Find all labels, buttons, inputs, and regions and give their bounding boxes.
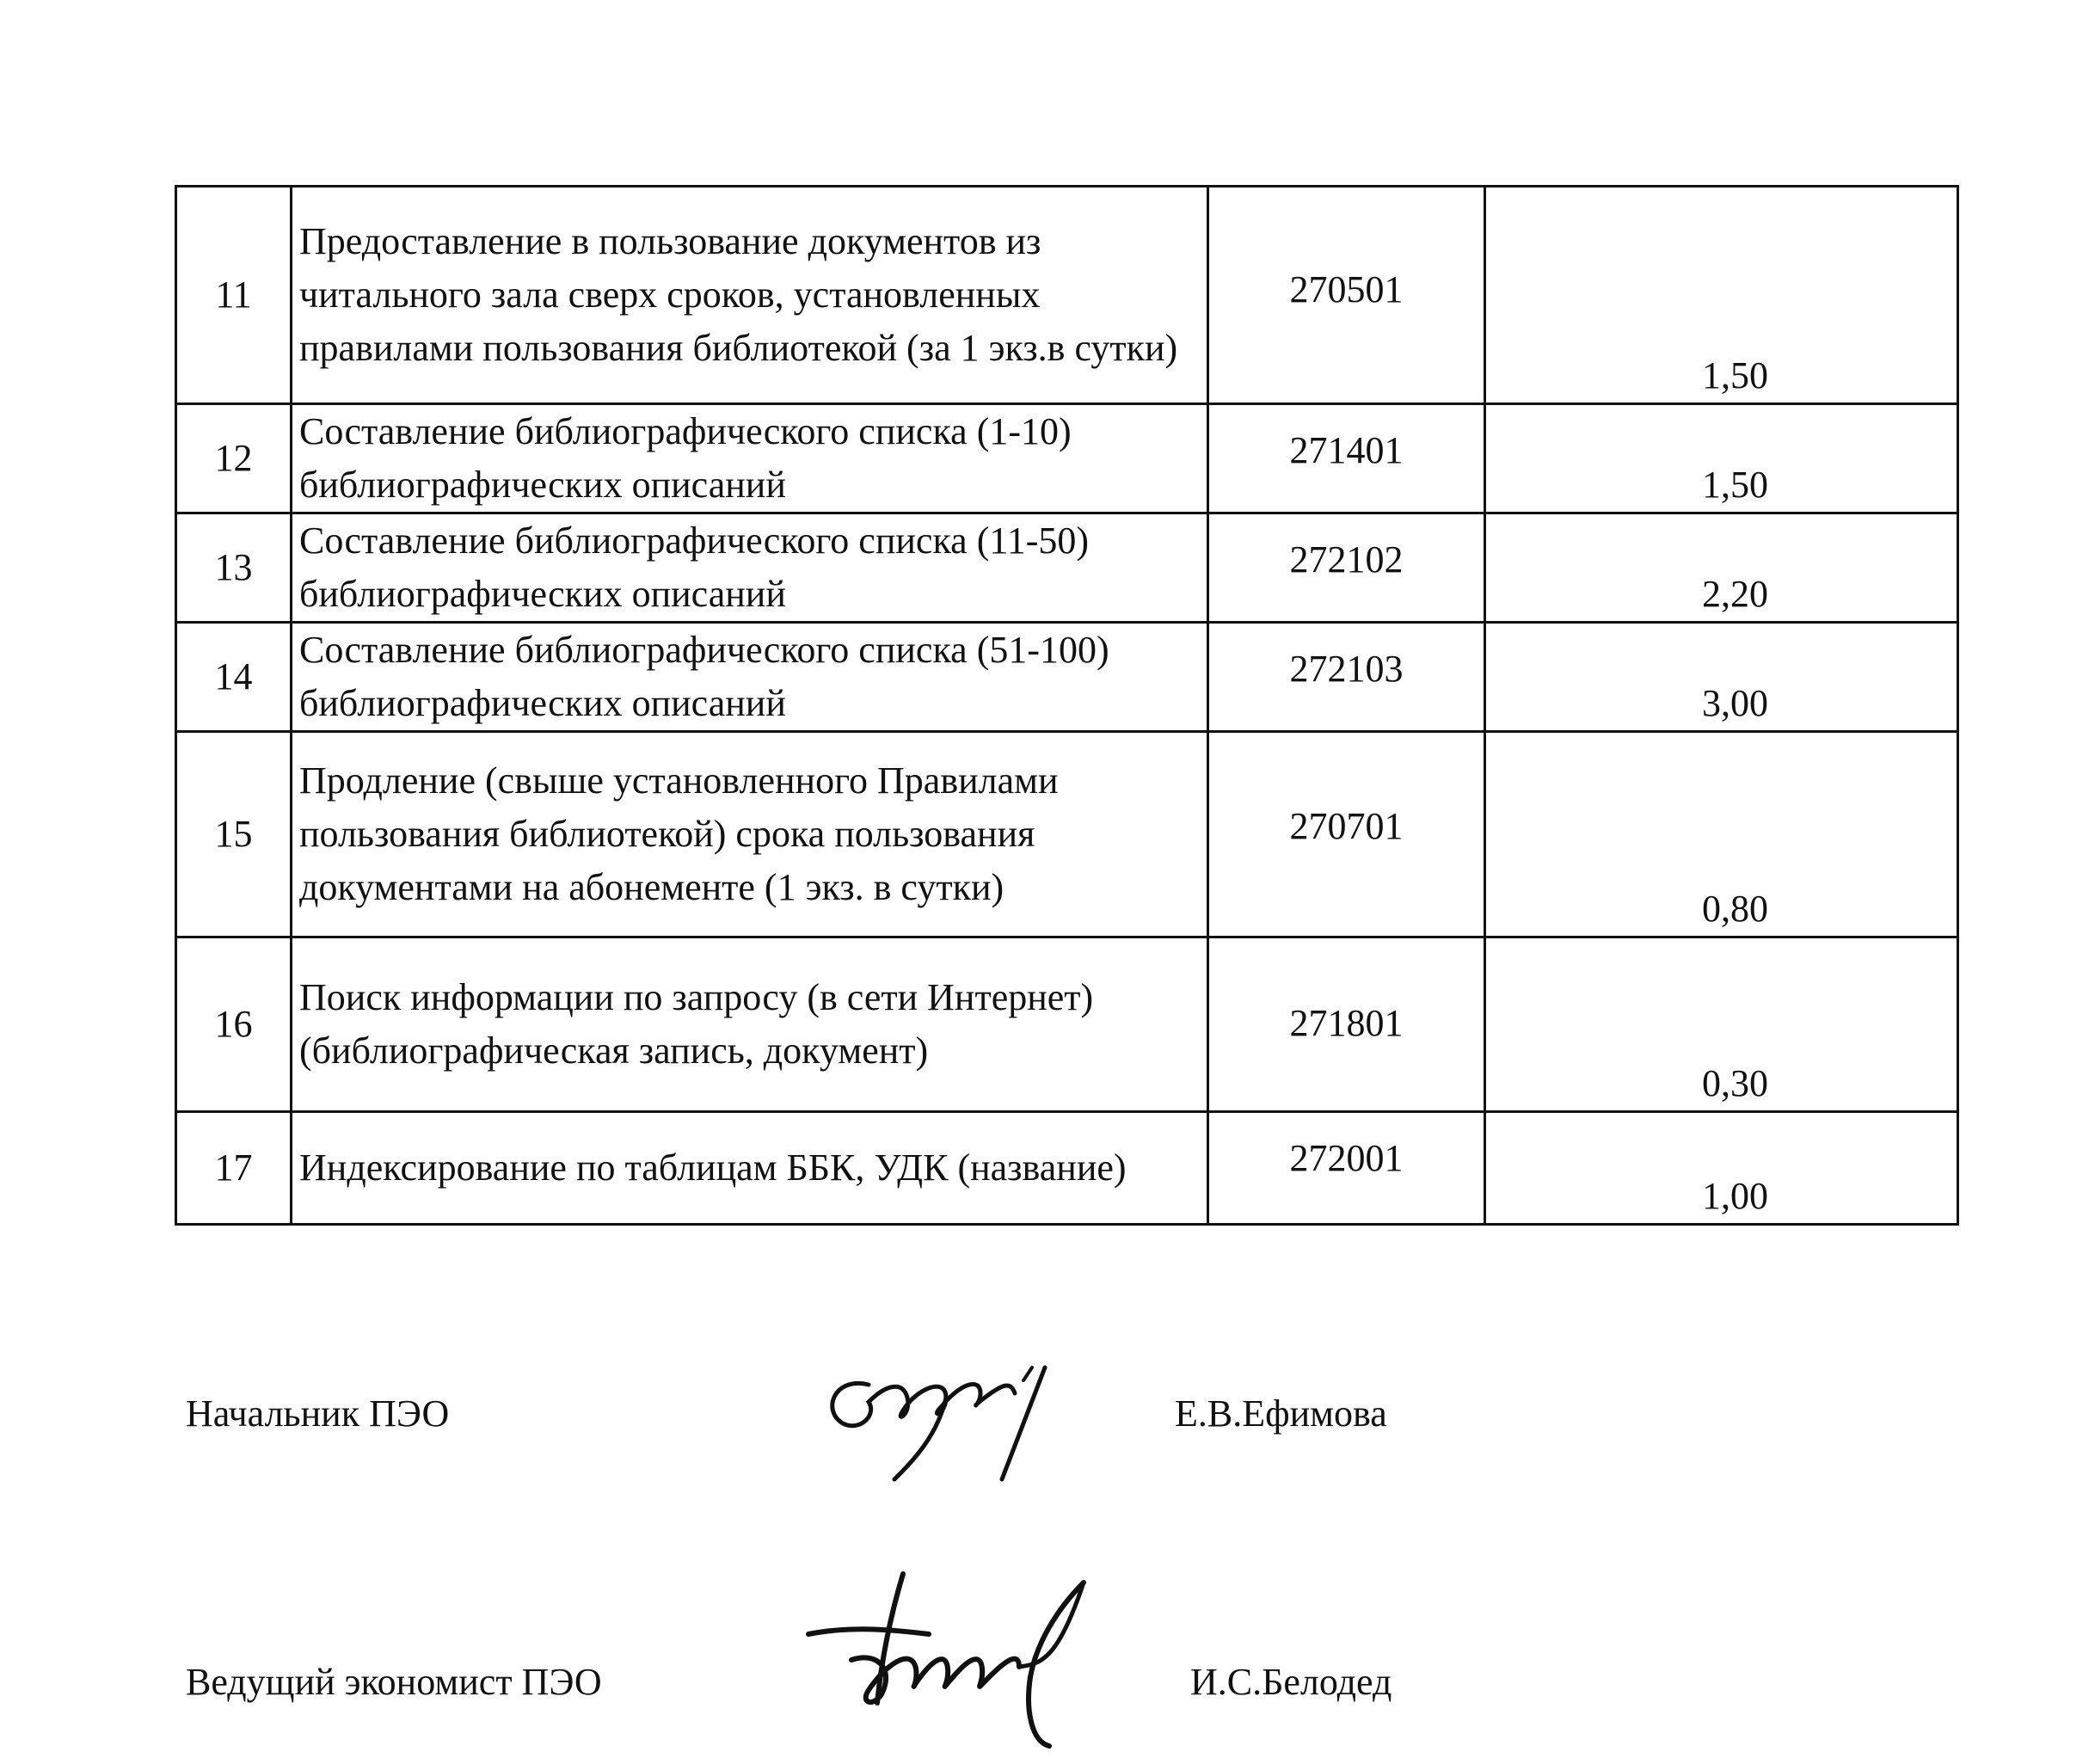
table-row [176, 623, 1958, 732]
signatory-title: Ведущий экономист ПЭО [186, 1661, 602, 1703]
service-code: 270701 [1289, 805, 1404, 847]
service-description: Индексирование по таблицам ББК, УДК (название) [292, 1112, 1208, 1225]
service-description: Составление библиографического списка (11-50) библиографических описаний [292, 513, 1208, 623]
price-table [175, 185, 1959, 1226]
row-number: 12 [176, 404, 292, 513]
handwritten-signature-head [817, 1350, 1092, 1488]
service-code-cell [1208, 732, 1485, 937]
service-code: 270501 [1289, 268, 1404, 310]
row-number: 14 [176, 623, 292, 732]
service-description: Поиск информации по запросу (в сети Интернет) (библиографическая запись, документ) [292, 937, 1208, 1112]
service-description: Составление библиографического списка (51-100) библиографических описаний [292, 623, 1208, 732]
service-code-cell [1208, 1112, 1485, 1225]
table-row [176, 404, 1958, 513]
table-row [176, 187, 1958, 404]
row-number: 17 [176, 1112, 292, 1225]
table-row [176, 937, 1958, 1112]
service-code-cell [1208, 187, 1485, 404]
signatory-name: И.С.Белодед [1190, 1661, 1392, 1703]
table-row [176, 732, 1958, 937]
service-price: 0,80 [1485, 732, 1958, 937]
service-description: Предоставление в пользование документов из читального зала сверх сроков, установленных правилами пользования библиотекой (за 1 экз.в сутки) [292, 187, 1208, 404]
service-code: 271801 [1289, 1002, 1404, 1044]
service-code-cell [1208, 623, 1485, 732]
table-row [176, 1112, 1958, 1225]
row-number: 13 [176, 513, 292, 623]
service-code: 272102 [1289, 538, 1404, 581]
service-description: Составление библиографического списка (1-10) библиографических описаний [292, 404, 1208, 513]
service-price: 1,50 [1485, 404, 1958, 513]
service-price: 1,50 [1485, 187, 1958, 404]
service-price: 1,00 [1485, 1112, 1958, 1225]
service-code-cell [1208, 937, 1485, 1112]
row-number: 11 [176, 187, 292, 404]
service-code: 272001 [1289, 1137, 1404, 1179]
service-price: 0,30 [1485, 937, 1958, 1112]
service-code: 272103 [1289, 648, 1404, 690]
signature-block-economist [0, 1565, 2095, 1737]
service-price: 2,20 [1485, 513, 1958, 623]
signature-block-head [0, 1350, 2095, 1522]
handwritten-signature-economist [800, 1565, 1101, 1755]
service-price: 3,00 [1485, 623, 1958, 732]
service-code-cell [1208, 513, 1485, 623]
row-number: 15 [176, 732, 292, 937]
service-code: 271401 [1289, 429, 1404, 471]
table-row [176, 513, 1958, 623]
row-number: 16 [176, 937, 292, 1112]
signatory-title: Начальник ПЭО [186, 1392, 450, 1435]
signatory-name: Е.В.Ефимова [1175, 1392, 1387, 1435]
service-code-cell [1208, 404, 1485, 513]
service-description: Продление (свыше установленного Правилами пользования библиотекой) срока пользования документами на абонементе (1 экз. в сутки) [292, 732, 1208, 937]
